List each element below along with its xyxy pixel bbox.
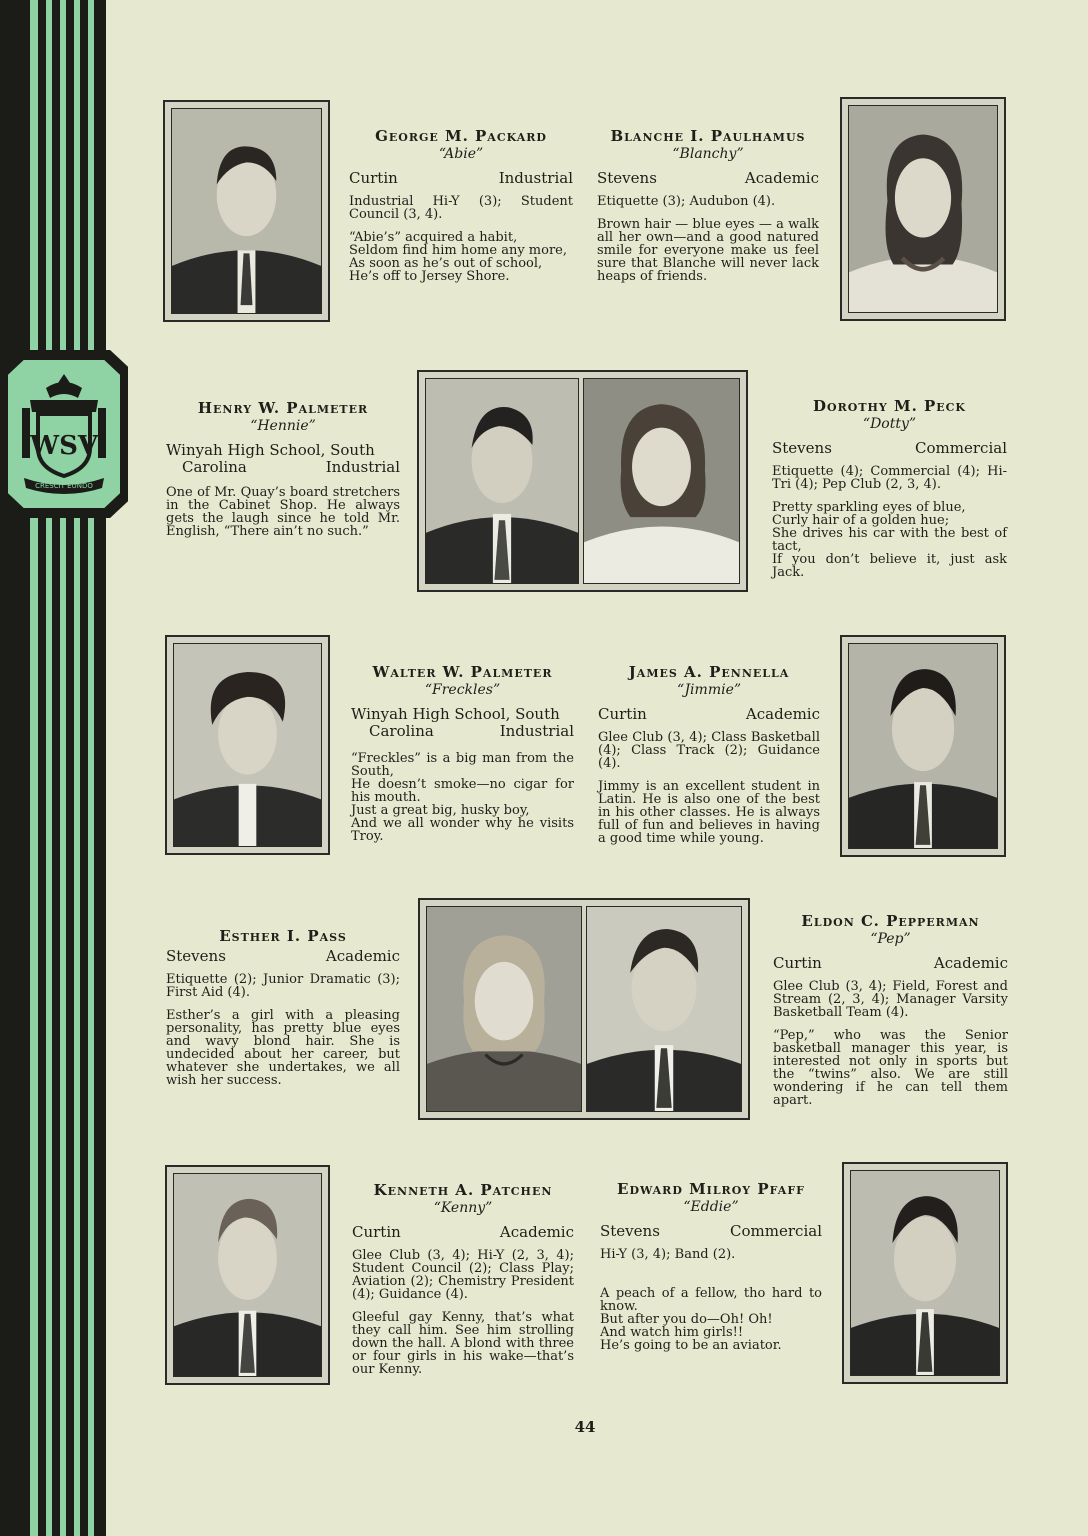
school-name-continued: Carolina: [182, 458, 247, 476]
blurb: Esther’s a girl with a pleasing personality, has pretty blue eyes and wavy blond hair. She is undecided about her career, but whatever she undertakes, we all wish her success.: [166, 1008, 400, 1088]
student-name: Eldon C. Pepperman: [801, 912, 980, 930]
blurb: Gleeful gay Kenny, that’s what they call him. See him strolling down the hall. A blond with three or four girls in his wake—that’s our Kenny.: [352, 1310, 574, 1377]
blurb: A peach of a fellow, tho hard to know. But after you do—Oh! Oh! And watch him girls!! He’s going to be an aviator.: [600, 1286, 822, 1353]
school-name: Stevens: [600, 1222, 660, 1240]
student-name: Dorothy M. Peck: [813, 397, 966, 415]
boy-portrait-icon: [849, 644, 997, 848]
border-stripe: [80, 0, 88, 1536]
course-name: Commercial: [915, 439, 1007, 457]
border-stripe: [30, 0, 38, 1536]
student-nickname: “Kenny”: [433, 1200, 493, 1216]
student-nickname: “Eddie”: [683, 1199, 739, 1215]
photo-pass-pepperman-pair: [418, 898, 750, 1120]
activities: Hi-Y (3, 4); Band (2).: [600, 1247, 736, 1262]
course-name: Academic: [325, 947, 400, 965]
school-name: Curtin: [598, 705, 647, 723]
entry-henry-palmeter: [166, 399, 400, 539]
student-name: Kenneth A. Patchen: [373, 1181, 553, 1199]
school-name: Winyah High School, South: [351, 705, 560, 723]
photo-pfaff: [842, 1162, 1008, 1384]
entry-pepperman: [773, 912, 1008, 1108]
entry-pass: [166, 927, 400, 1088]
school-name: Curtin: [352, 1223, 401, 1241]
course-name: Academic: [745, 705, 820, 723]
entry-peck: [772, 397, 1007, 580]
student-nickname: “Hennie”: [250, 418, 316, 434]
student-name: George M. Packard: [375, 127, 547, 145]
student-name: Esther I. Pass: [219, 927, 347, 945]
photo-pennella: [840, 635, 1006, 857]
entry-paulhamus: [597, 127, 819, 284]
course-name: Industrial: [498, 169, 573, 187]
border-stripe: [66, 0, 74, 1536]
activities: Etiquette (4); Commercial (4); Hi-Tri (4); Pep Club (2, 3, 4).: [772, 464, 1007, 492]
activities: Etiquette (3); Audubon (4).: [597, 194, 776, 209]
student-name: James A. Pennella: [628, 663, 790, 681]
activities: Glee Club (3, 4); Field, Forest and Stream (2, 3, 4); Manager Varsity Basketball Team (4).: [773, 979, 1008, 1020]
entry-pfaff: [600, 1180, 822, 1353]
student-nickname: “Blanchy”: [672, 146, 744, 162]
school-name: Stevens: [597, 169, 657, 187]
student-nickname: “Freckles”: [424, 682, 501, 698]
student-name: Edward Milroy Pfaff: [617, 1180, 805, 1198]
blurb: “Pep,” who was the Senior basketball manager this year, is interested not only in sports but the “twins” also. We are still wondering if he can tell them apart.: [773, 1028, 1008, 1108]
girl-portrait-icon: [427, 907, 581, 1111]
blurb: “Abie’s” acquired a habit, Seldom find him home any more, As soon as he’s out of school, He’s off to Jersey Shore.: [349, 230, 567, 284]
girl-portrait-icon: [584, 379, 739, 583]
svg-text:WSV: WSV: [29, 431, 99, 461]
entry-packard: [349, 127, 573, 284]
svg-text:CRESCIT EUNDO: CRESCIT EUNDO: [35, 482, 93, 490]
boy-portrait-icon: [174, 644, 321, 846]
girl-portrait-icon: [849, 106, 997, 312]
activities: Etiquette (2); Junior Dramatic (3); First Aid (4).: [166, 972, 400, 1000]
activities: Glee Club (3, 4); Hi-Y (2, 3, 4); Student Council (2); Class Play; Aviation (2); Chemistry President (4); Guidance (4).: [352, 1248, 574, 1302]
boy-portrait-icon: [426, 379, 578, 583]
activities: Glee Club (3, 4); Class Basketball (4); Class Track (2); Guidance (4).: [598, 730, 820, 771]
course-name: Industrial: [499, 722, 574, 740]
photo-patchen: [165, 1165, 330, 1385]
activities: Industrial Hi-Y (3); Student Council (3, 4).: [349, 194, 573, 222]
course-name: Academic: [744, 169, 819, 187]
photo-walter-palmeter: [165, 635, 330, 855]
student-name: Walter W. Palmeter: [372, 663, 553, 681]
border-stripe: [38, 0, 46, 1536]
blurb: One of Mr. Quay’s board stretchers in the Cabinet Shop. He always gets the laugh since he told Mr. English, “There ain’t no such.”: [166, 485, 400, 539]
photo-packard: [163, 100, 330, 322]
course-name: Commercial: [730, 1222, 822, 1240]
school-name: Curtin: [349, 169, 398, 187]
boy-portrait-icon: [587, 907, 741, 1111]
entry-pennella: [598, 663, 820, 846]
blurb: Brown hair — blue eyes — a walk all her own—and a good natured smile for everyone make us feel sure that Blanche will never lack heaps of friends.: [597, 217, 819, 284]
blurb: Jimmy is an excellent student in Latin. He is also one of the best in his other classes. He is always full of fun and believes in having a good time while young.: [598, 779, 820, 846]
school-name-continued: Carolina: [369, 722, 434, 740]
photo-palmeter-peck-pair: [417, 370, 748, 592]
student-nickname: “Pep”: [870, 931, 911, 947]
page-number: 44: [574, 1418, 596, 1436]
border-stripe: [0, 0, 30, 1536]
student-name: Henry W. Palmeter: [197, 399, 369, 417]
blurb: “Freckles” is a big man from the South, He doesn’t smoke—no cigar for his mouth. Just a great big, husky boy, And we all wonder why he visits Troy.: [351, 751, 574, 844]
boy-portrait-icon: [172, 109, 321, 313]
photo-paulhamus: [840, 97, 1006, 321]
blurb: Pretty sparkling eyes of blue, Curly hair of a golden hue; She drives his car with the best of tact, If you don’t believe it, just ask Jack.: [772, 500, 1007, 580]
course-name: Industrial: [325, 458, 400, 476]
school-name: Stevens: [166, 947, 226, 965]
boy-portrait-icon: [174, 1174, 321, 1376]
school-name: Curtin: [773, 954, 822, 972]
student-nickname: “Abie”: [438, 146, 484, 162]
border-stripe: [94, 0, 106, 1536]
course-name: Academic: [499, 1223, 574, 1241]
student-name: Blanche I. Paulhamus: [610, 127, 806, 145]
border-stripe: [52, 0, 60, 1536]
entry-walter-palmeter: [351, 663, 574, 844]
boy-portrait-icon: [851, 1171, 999, 1375]
school-name: Stevens: [772, 439, 832, 457]
entry-patchen: [352, 1181, 574, 1377]
school-name: Winyah High School, South: [166, 441, 375, 459]
school-crest-icon: [16, 368, 112, 500]
student-nickname: “Dotty”: [862, 416, 917, 432]
course-name: Academic: [933, 954, 1008, 972]
student-nickname: “Jimmie”: [676, 682, 742, 698]
